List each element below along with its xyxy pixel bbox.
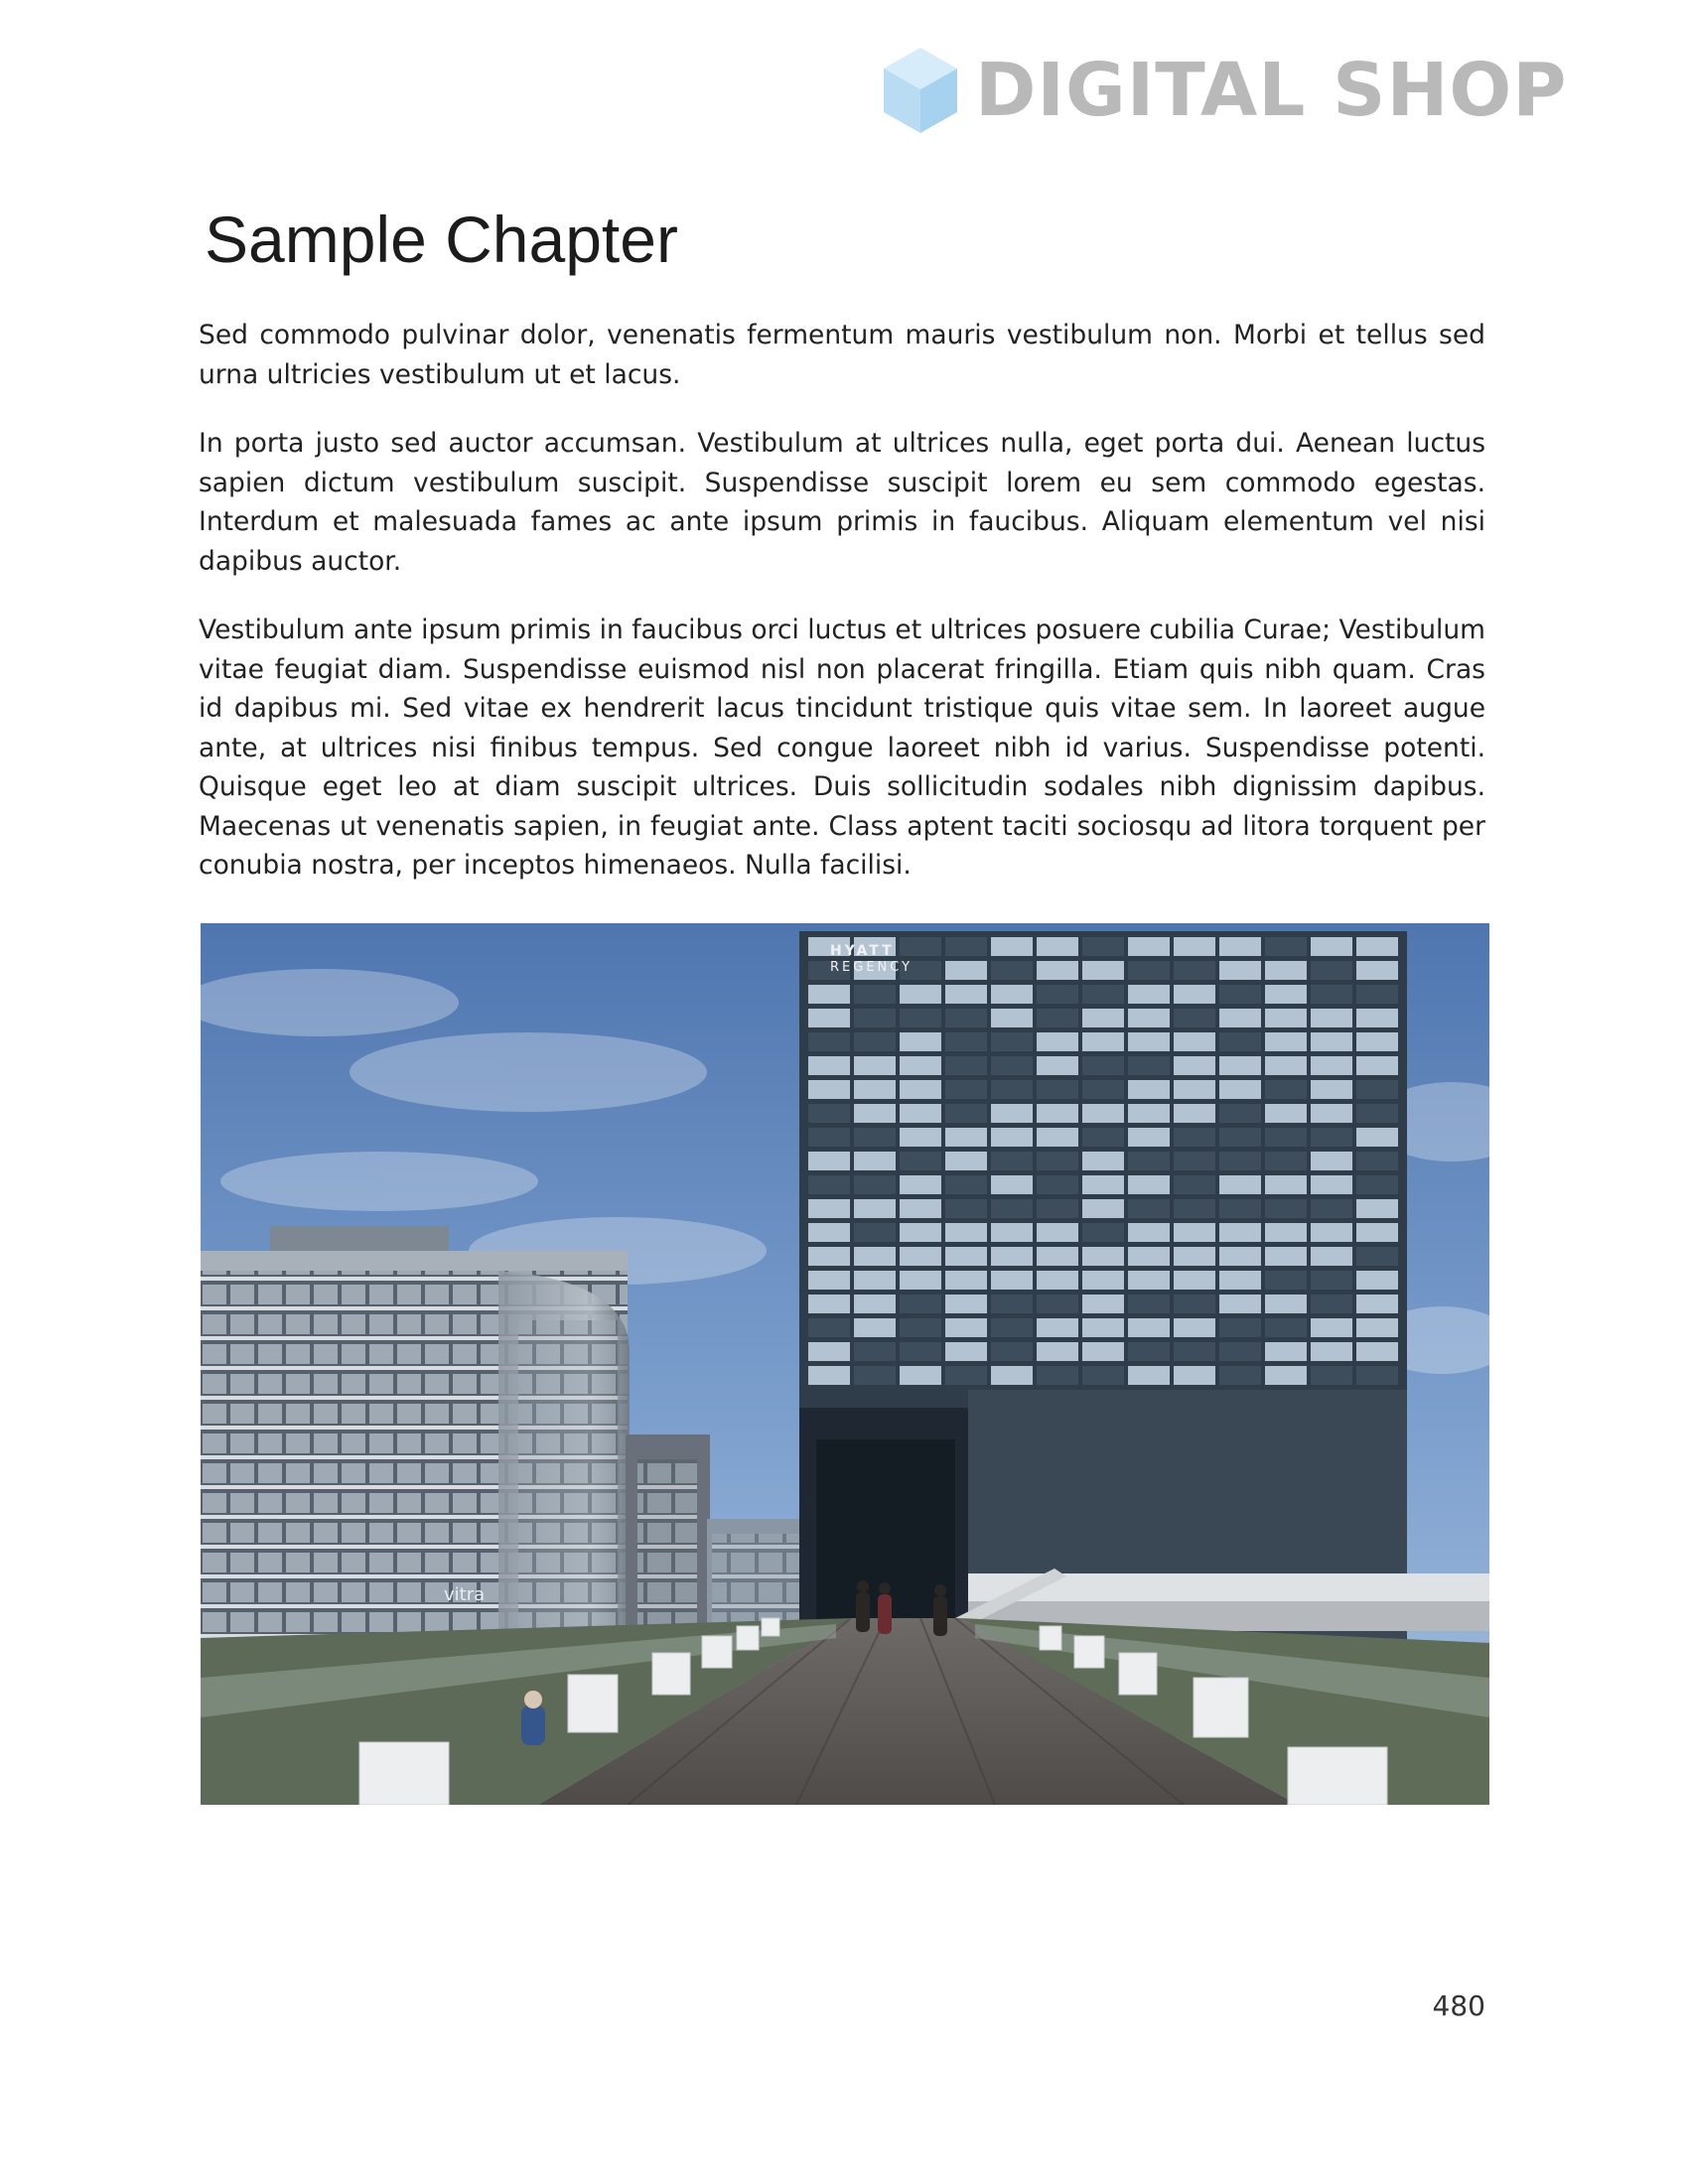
tower-window	[991, 1128, 1033, 1147]
tower-window	[1082, 1128, 1124, 1147]
tower-window	[1219, 1032, 1261, 1051]
tower-window	[1174, 1223, 1215, 1242]
tower-window	[808, 1199, 850, 1218]
tower-window	[1082, 1366, 1124, 1385]
tower-window	[1128, 1342, 1170, 1361]
tower-window	[1356, 1295, 1398, 1313]
paragraph-2: In porta justo sed auctor accumsan. Vestibulum at ultrices nulla, eget porta dui. Aenean luctus sapien dictum vestibulum suscipit. Suspendisse suscipit lorem eu sem commodo egestas. Interdum et malesuada fames ac ante ipsum primis in faucibus. Aliquam elementum vel nisi dapibus auctor.	[199, 428, 1485, 577]
tower-window	[1174, 1342, 1215, 1361]
vitra-sign: vitra	[444, 1584, 486, 1605]
tower-window	[854, 1199, 896, 1218]
tower-window	[945, 1056, 987, 1075]
tower-window	[1311, 1318, 1352, 1337]
tower-window	[945, 1199, 987, 1218]
tower-window	[1174, 1128, 1215, 1147]
tower-window	[991, 1080, 1033, 1099]
tower-window	[900, 1080, 941, 1099]
tower-window	[900, 1056, 941, 1075]
tower-window	[1128, 1295, 1170, 1313]
tower-window	[900, 1104, 941, 1123]
tower-window	[1082, 1223, 1124, 1242]
tower-window	[991, 961, 1033, 980]
tower-window	[1219, 1152, 1261, 1170]
tower-window	[1265, 1104, 1307, 1123]
tower-window	[1082, 1032, 1124, 1051]
tower-window	[900, 1128, 941, 1147]
tower-window	[1128, 961, 1170, 980]
tower-window	[1174, 1080, 1215, 1099]
tower-window	[854, 1175, 896, 1194]
tower-window	[1219, 1056, 1261, 1075]
tower-window	[1356, 1104, 1398, 1123]
tower-window	[900, 1152, 941, 1170]
tower-window	[1082, 1271, 1124, 1290]
tower-window	[1037, 1295, 1078, 1313]
tower-window	[854, 1152, 896, 1170]
tower-window	[900, 1271, 941, 1290]
tower-window	[1082, 1152, 1124, 1170]
tower-window	[1356, 1175, 1398, 1194]
tower-window	[900, 1032, 941, 1051]
chapter-photo	[201, 923, 1489, 1805]
tower-window	[991, 1199, 1033, 1218]
tower-window	[1311, 1366, 1352, 1385]
tower-window	[900, 1366, 941, 1385]
tower-window	[808, 1152, 850, 1170]
tower-window	[1356, 1366, 1398, 1385]
tower-window	[1265, 937, 1307, 956]
tower-window	[1037, 961, 1078, 980]
chapter-body	[199, 316, 1485, 915]
tower-window	[808, 1056, 850, 1075]
tower-window	[1128, 1175, 1170, 1194]
brand-name: DIGITAL SHOP	[975, 48, 1568, 133]
tower-window	[1356, 1009, 1398, 1027]
tower-window	[1174, 1271, 1215, 1290]
tower-window	[1219, 937, 1261, 956]
tower-window	[1174, 1175, 1215, 1194]
tower-window	[991, 1175, 1033, 1194]
tower-window	[1174, 1056, 1215, 1075]
tower-window	[808, 1128, 850, 1147]
tower-window	[1219, 1128, 1261, 1147]
tower-window	[945, 1032, 987, 1051]
tower-window	[1219, 1247, 1261, 1266]
tower-window	[1311, 937, 1352, 956]
tower-window	[1082, 1080, 1124, 1099]
tower-window	[1311, 1247, 1352, 1266]
tower-window	[1128, 1032, 1170, 1051]
tower-window	[1219, 1318, 1261, 1337]
tower-window	[991, 1032, 1033, 1051]
tower-window	[1037, 1366, 1078, 1385]
tower-window	[854, 1056, 896, 1075]
tower-window	[1356, 1223, 1398, 1242]
tower-window	[1311, 1223, 1352, 1242]
tower-window	[854, 1342, 896, 1361]
tower-window	[1037, 1271, 1078, 1290]
tower-window	[991, 1318, 1033, 1337]
tower-window	[1311, 1104, 1352, 1123]
tower-window	[1356, 1247, 1398, 1266]
tower-window	[808, 1295, 850, 1313]
tower-window	[1265, 1295, 1307, 1313]
tower-window	[1082, 1295, 1124, 1313]
tower-window	[1128, 1271, 1170, 1290]
tower-window	[1311, 1271, 1352, 1290]
tower-window	[808, 1366, 850, 1385]
tower-window	[1174, 1318, 1215, 1337]
tower-window	[1311, 985, 1352, 1004]
tower-window	[854, 1247, 896, 1266]
tower-window	[945, 1080, 987, 1099]
tower-window	[991, 1152, 1033, 1170]
tower-window	[900, 1342, 941, 1361]
tower-window	[1356, 1199, 1398, 1218]
tower-window	[1128, 1247, 1170, 1266]
tower-window	[945, 1175, 987, 1194]
tower-window	[808, 1223, 850, 1242]
tower-window	[1356, 1080, 1398, 1099]
tower-window	[808, 1032, 850, 1051]
tower-window	[1311, 1128, 1352, 1147]
tower-window	[1037, 1342, 1078, 1361]
tower-window	[991, 1295, 1033, 1313]
tower-window	[1265, 1175, 1307, 1194]
tower-window	[900, 1199, 941, 1218]
tower-window	[1174, 1295, 1215, 1313]
tower-window	[1356, 961, 1398, 980]
tower-window	[1082, 1056, 1124, 1075]
tower-window	[854, 985, 896, 1004]
tower-window	[1219, 1223, 1261, 1242]
tower-window	[1037, 1223, 1078, 1242]
tower-window	[854, 1032, 896, 1051]
tower-window	[900, 937, 941, 956]
tower-window	[945, 1342, 987, 1361]
tower-window	[1037, 1128, 1078, 1147]
tower-window	[945, 1366, 987, 1385]
tower-window	[808, 1318, 850, 1337]
tower-window	[1219, 1175, 1261, 1194]
tower-window	[991, 1223, 1033, 1242]
tower-window	[1265, 1223, 1307, 1242]
chapter-title: Sample Chapter	[205, 203, 678, 276]
tower-window	[854, 1318, 896, 1337]
tower-window	[1356, 1152, 1398, 1170]
tower-window	[1311, 1056, 1352, 1075]
tower-window	[1174, 1009, 1215, 1027]
terrace	[955, 1569, 1489, 1631]
tower-window	[1082, 1199, 1124, 1218]
tower-window	[854, 1366, 896, 1385]
tower-window	[945, 1009, 987, 1027]
tower-window	[1311, 1009, 1352, 1027]
tower-window	[808, 1009, 850, 1027]
tower-window	[1265, 1271, 1307, 1290]
tower-window	[945, 1152, 987, 1170]
cube-icon	[882, 46, 959, 135]
tower-window	[900, 1175, 941, 1194]
tower-window	[1082, 961, 1124, 980]
tower-window	[945, 1247, 987, 1266]
tower-window	[991, 985, 1033, 1004]
tower-window	[1265, 1247, 1307, 1266]
tower-window	[1174, 1104, 1215, 1123]
tower-window	[1174, 985, 1215, 1004]
tower-window	[1356, 1056, 1398, 1075]
tower-window	[1174, 1247, 1215, 1266]
tower-window	[1128, 937, 1170, 956]
hotel-sign-line2: REGENCY	[830, 960, 914, 975]
tower-window	[1265, 1366, 1307, 1385]
tower-window	[1082, 1104, 1124, 1123]
tower-window	[1219, 1104, 1261, 1123]
tower-window	[900, 1009, 941, 1027]
tower-window	[854, 1104, 896, 1123]
tower-window	[854, 1271, 896, 1290]
tower-window	[1265, 1056, 1307, 1075]
photo-scene	[201, 923, 1489, 1805]
tower-window	[991, 1247, 1033, 1266]
tower-window	[1356, 1128, 1398, 1147]
tower-window	[1037, 1152, 1078, 1170]
tower-window	[900, 1247, 941, 1266]
tower-window	[854, 1295, 896, 1313]
tower-window	[1311, 1199, 1352, 1218]
tower-window	[1265, 1199, 1307, 1218]
tower-window	[854, 1223, 896, 1242]
tower-window	[1082, 937, 1124, 956]
tower-window	[991, 1366, 1033, 1385]
tower-window	[808, 1342, 850, 1361]
tower-window	[808, 1080, 850, 1099]
tower-window	[1174, 1152, 1215, 1170]
tower-window	[945, 937, 987, 956]
tower-window	[1128, 985, 1170, 1004]
tower-window	[1037, 1175, 1078, 1194]
brand-logo	[882, 46, 1568, 135]
tower-window	[854, 1080, 896, 1099]
tower-window	[945, 985, 987, 1004]
tower-window	[1174, 1032, 1215, 1051]
tower-window	[1265, 1342, 1307, 1361]
tower-window	[991, 1271, 1033, 1290]
tower-window	[808, 1247, 850, 1266]
tower-window	[1265, 1009, 1307, 1027]
tower-window	[1037, 1009, 1078, 1027]
tower-window	[991, 1104, 1033, 1123]
tower-window	[1128, 1223, 1170, 1242]
tower-window	[1265, 985, 1307, 1004]
tower-window	[1037, 1080, 1078, 1099]
tower-window	[1037, 1247, 1078, 1266]
tower-window	[991, 1056, 1033, 1075]
tower-window	[1128, 1199, 1170, 1218]
tower-window	[1128, 1080, 1170, 1099]
tower-window	[808, 1104, 850, 1123]
tower-window	[1311, 1295, 1352, 1313]
tower-window	[1082, 1342, 1124, 1361]
tower-window	[1037, 1318, 1078, 1337]
tower-window	[1311, 1342, 1352, 1361]
tower-window	[1219, 985, 1261, 1004]
tower-window	[808, 1175, 850, 1194]
tower-window	[1265, 961, 1307, 980]
tower-window	[1128, 1366, 1170, 1385]
tower-window	[1174, 961, 1215, 980]
tower-window	[1265, 1032, 1307, 1051]
tower-window	[1037, 1056, 1078, 1075]
tower-window	[1265, 1152, 1307, 1170]
tower-window	[1356, 1032, 1398, 1051]
tower-window	[1219, 1080, 1261, 1099]
tower-window	[1174, 1199, 1215, 1218]
tower-window	[1128, 1318, 1170, 1337]
tower-window	[1037, 1104, 1078, 1123]
tower-window	[945, 961, 987, 980]
tower-window	[1037, 1199, 1078, 1218]
tower-window	[1356, 985, 1398, 1004]
tower-window	[1356, 1271, 1398, 1290]
tower-window	[808, 985, 850, 1004]
tower-window	[1082, 985, 1124, 1004]
tower-window	[1174, 937, 1215, 956]
tower-window	[1219, 1342, 1261, 1361]
tower-window	[1265, 1318, 1307, 1337]
tower-window	[808, 1271, 850, 1290]
tower-window	[1082, 1175, 1124, 1194]
tower-window	[1311, 1032, 1352, 1051]
tower-window	[945, 1128, 987, 1147]
tower-window	[1219, 1366, 1261, 1385]
tower-window	[991, 1342, 1033, 1361]
tower-window	[1037, 937, 1078, 956]
tower-window	[1219, 1009, 1261, 1027]
tower-window	[854, 1128, 896, 1147]
tower-window	[1219, 961, 1261, 980]
tower-window	[945, 1295, 987, 1313]
tower-window	[1174, 1366, 1215, 1385]
tower-window	[1219, 1199, 1261, 1218]
tower-window	[854, 1009, 896, 1027]
tower-window	[1082, 1318, 1124, 1337]
tower-window	[1265, 1080, 1307, 1099]
paragraph-1: Sed commodo pulvinar dolor, venenatis fermentum mauris vestibulum non. Morbi et tellus sed urna ultricies vestibulum ut et lacus.	[199, 320, 1485, 390]
tower-window	[1128, 1104, 1170, 1123]
paragraph-3: Vestibulum ante ipsum primis in faucibus orci luctus et ultrices posuere cubilia Curae; Vestibulum vitae feugiat diam. Suspendisse euismod nisl non placerat fringilla. Etiam quis nibh quam. Cras id dapibus mi. Sed vitae ex hendrerit lacus tincidunt tristique quis vitae sem. In laoreet augue ante, at ultrices nisi finibus tempus. Sed congue laoreet nibh id varius. Suspendisse potenti. Quisque eget leo at diam suscipit ultrices. Duis sollicitudin sodales nibh dignissim dapibus. Maecenas ut venenatis sapien, in feugiat ante. Class aptent taciti sociosqu ad litora torquent per conubia nostra, per inceptos himenaeos. Nulla facilisi.	[199, 614, 1485, 881]
tower-window	[1219, 1295, 1261, 1313]
tower-window	[1128, 1128, 1170, 1147]
tower-window	[900, 1295, 941, 1313]
tower-window	[1265, 1128, 1307, 1147]
tower-window	[900, 1318, 941, 1337]
tower-window	[1128, 1009, 1170, 1027]
tower-window	[1356, 1342, 1398, 1361]
page-number: 480	[1432, 1989, 1485, 2022]
tower-window	[1082, 1247, 1124, 1266]
tower-window	[1356, 937, 1398, 956]
tower-window	[991, 937, 1033, 956]
tower-window	[1037, 985, 1078, 1004]
tower-window	[1311, 961, 1352, 980]
tower-window	[900, 1223, 941, 1242]
tower-window	[1356, 1318, 1398, 1337]
tower-window	[1128, 1056, 1170, 1075]
tower-window	[991, 1009, 1033, 1027]
tower-window	[1311, 1175, 1352, 1194]
tower-window	[1128, 1152, 1170, 1170]
tower-window	[1219, 1271, 1261, 1290]
tower-window	[945, 1318, 987, 1337]
tower-window	[900, 985, 941, 1004]
tower-window	[1082, 1009, 1124, 1027]
tower-window	[945, 1223, 987, 1242]
tower-window	[1037, 1032, 1078, 1051]
tower-window	[945, 1271, 987, 1290]
tower-window	[1311, 1152, 1352, 1170]
tower-window	[1311, 1080, 1352, 1099]
tower-window	[945, 1104, 987, 1123]
hotel-sign-line1: HYATT	[830, 943, 895, 959]
